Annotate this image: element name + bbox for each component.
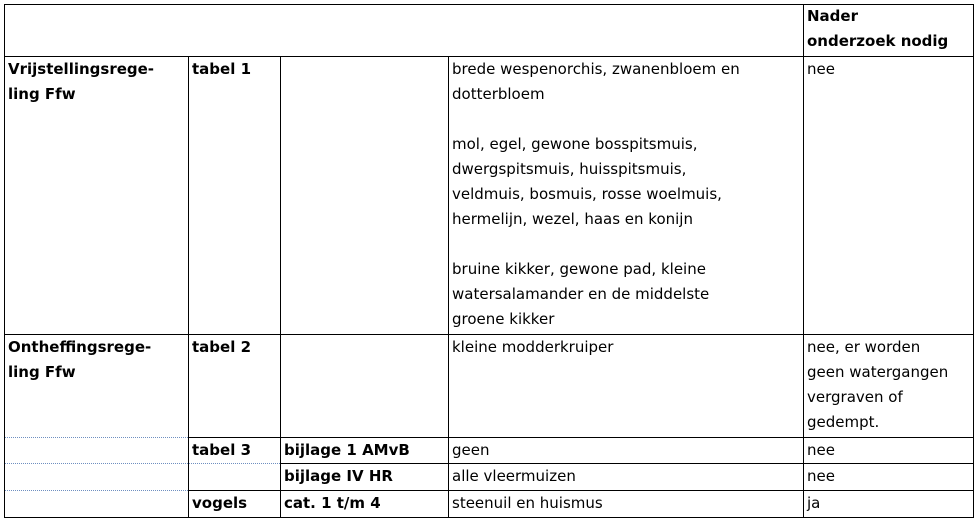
row-divider-dotted: [188, 463, 280, 464]
row-divider-dotted: [4, 463, 188, 464]
table-ref-cell: tabel 1: [192, 60, 252, 78]
regulation-line: Ontheffingsrege-: [8, 338, 152, 356]
result-cell: ja: [807, 494, 821, 512]
column-divider: [188, 56, 189, 518]
table-border-right: [973, 4, 974, 518]
row-divider-dotted: [4, 490, 188, 491]
species-line: brede wespenorchis, zwanenbloem en: [452, 60, 740, 78]
result-cell: [807, 335, 948, 435]
table-border-left: [4, 4, 5, 518]
species-line: dwergspitsmuis, huisspitsmuis,: [452, 160, 687, 178]
annex-cell: bijlage 1 AMvB: [284, 441, 410, 459]
species-cell: steenuil en huismus: [452, 494, 603, 512]
regulation-line: ling Ffw: [8, 363, 76, 381]
header-result: [807, 4, 948, 54]
annex-cell: bijlage IV HR: [284, 467, 393, 485]
species-line: hermelijn, wezel, haas en konijn: [452, 210, 693, 228]
species-line: groene kikker: [452, 310, 555, 328]
result-cell: nee: [807, 441, 835, 459]
regulation-cell: [8, 335, 151, 385]
species-line: veldmuis, bosmuis, rosse woelmuis,: [452, 185, 722, 203]
species-cell: alle vleermuizen: [452, 467, 576, 485]
regulation-line: Vrijstellingsrege-: [8, 60, 155, 78]
species-cell: kleine modderkruiper: [452, 338, 614, 356]
column-divider: [280, 56, 281, 518]
result-cell: nee: [807, 467, 835, 485]
species-cell: geen: [452, 441, 490, 459]
header-line: onderzoek nodig: [807, 32, 949, 50]
species-cell: [452, 57, 740, 332]
column-divider: [448, 56, 449, 518]
annex-cell: cat. 1 t/m 4: [284, 494, 381, 512]
result-line: geen watergangen: [807, 363, 949, 381]
table-ref-cell: tabel 3: [192, 441, 252, 459]
table-border-bottom: [4, 517, 974, 518]
species-table: [4, 4, 974, 518]
table-ref-cell: vogels: [192, 494, 248, 512]
species-line: bruine kikker, gewone pad, kleine: [452, 260, 706, 278]
row-divider-dotted: [4, 437, 188, 438]
column-divider: [803, 4, 804, 518]
result-line: vergraven of: [807, 388, 903, 406]
regulation-line: ling Ffw: [8, 85, 76, 103]
result-cell: nee: [807, 60, 835, 78]
species-line: mol, egel, gewone bosspitsmuis,: [452, 135, 698, 153]
regulation-cell: [8, 57, 154, 107]
species-line: dotterbloem: [452, 85, 545, 103]
table-ref-cell: tabel 2: [192, 338, 252, 356]
result-line: nee, er worden: [807, 338, 921, 356]
species-line: watersalamander en de middelste: [452, 285, 710, 303]
header-line: Nader: [807, 7, 858, 25]
result-line: gedempt.: [807, 413, 880, 431]
